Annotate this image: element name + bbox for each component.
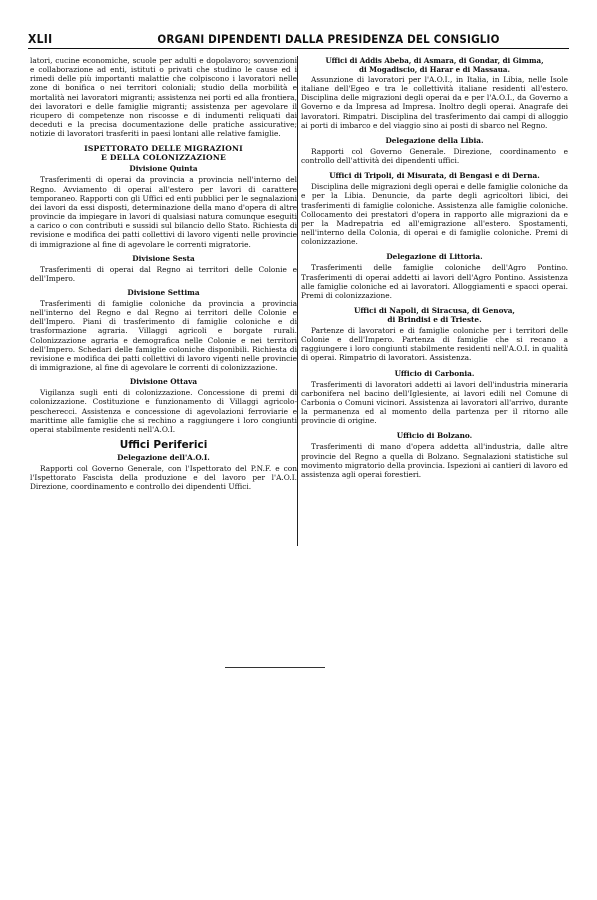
ufficio-bolzano-text: Trasferimenti di mano d'opera addetta all'industria, dalle altre provincie del Regno a quella di Bolzano. Segnalazioni statistiche sul movimento migratorio della provincia. Ispezioni ai cantieri di lavoro ed assistenza agli operai forestieri. <box>301 442 568 479</box>
divisione-sesta-heading: Divisione Sesta <box>132 253 195 263</box>
divisione-settima-text: Trasferimenti di famiglie coloniche da provincia a provincia nell'interno del Regno e dal Regno ai territori delle Colonie e dell'Impero. Piani di trasferimento di famiglie coloniche e di trasformazione agraria. Villaggi agricoli e borgate rurali. Colonizzazione agraria e demografica nelle Colonie e nei territori dell'Impero. Schedari delle famiglie coloniche disponibili. Richiesta di revisione e modifica dei patti collettivi di lavoro vigenti nelle provincie di immigrazione, al fine di agevolare le correnti di colonizzazione. <box>30 298 297 373</box>
left-column <box>30 56 297 491</box>
page-number: XLII <box>28 32 53 46</box>
uffici-periferici-heading: Uffici Periferici <box>119 439 208 451</box>
divisione-settima-heading: Divisione Settima <box>127 287 200 297</box>
delegazione-littoria-heading: Delegazione di Littoria. <box>386 252 483 262</box>
ispettorato-heading-line1: ISPETTORATO DELLE MIGRAZIONI <box>84 144 243 154</box>
right-column <box>301 56 568 479</box>
running-title: ORGANI DIPENDENTI DALLA PRESIDENZA DEL CONSIGLIO <box>157 32 500 46</box>
delegazione-aoi-heading: Delegazione dell'A.O.I. <box>117 453 210 462</box>
delegazione-aoi-text: Rapporti col Governo Generale, con l'Ispettorato del P.N.F. e con l'Ispettorato Fascista della produzione e del lavoro per l'A.O.I. Direzione, coordinamento e controllo dei dipendenti Uffici. <box>30 464 297 492</box>
column-divider <box>297 56 298 546</box>
divisione-sesta-text: Trasferimenti di operai dal Regno ai territori delle Colonie e dell'Impero. <box>30 264 297 283</box>
delegazione-libia-heading: Delegazione della Libia. <box>385 135 484 145</box>
page-header <box>28 30 569 52</box>
ispettorato-heading <box>30 144 297 162</box>
ufficio-bolzano-heading: Ufficio di Bolzano. <box>396 431 473 441</box>
ispettorato-heading-line2: E DELLA COLONIZZAZIONE <box>101 153 226 163</box>
ufficio-carbonia-text: Trasferimenti di lavoratori addetti ai lavori dell'industria mineraria carbonifera nel bacino dell'Iglesiente, ai lavori edili nel Comune di Carbonia o Comuni vicinori. Assistenza ai lavoratori all'arrivo, durante la permanenza ed al momento della partenza per il ritorno alle provincie di origine. <box>301 379 568 426</box>
divisione-ottava-text: Vigilanza sugli enti di colonizzazione. Concessione di premi di colonizzazione. Costituzione e funzionamento di Villaggi agricolo-pescherecci. Assistenza e concessione di agevolazioni ferroviarie e marittime alle famiglie che si rechino a raggiungere i loro congiunti operai stabilmente residenti nell'A.O.I. <box>30 388 297 434</box>
divisione-quinta-heading: Divisione Quinta <box>129 164 198 174</box>
intro-paragraph: latori, cucine economiche, scuole per adulti e dopolavoro; sovvenzioni e collaborazione ad enti, istituti o privati che studino le cause ed i rimedi delle più importanti malattie che colpiscono i lavoratori nelle zone di bonifica o nei territori coloniali; studio della morbilità e mortalità nei lavoratori migranti; assistenza nei porti ed alla frontiera, dei lavoratori e delle famiglie migranti; assistenza per agevolare il ricupero di competenze non riscosse e di indumenti reliquati dai deceduti e la precisa documentazione delle pratiche assicurative; notizie di lavoratori trasferiti in paesi lontani alle relative famiglie. <box>30 56 297 139</box>
uffici-tripoli-text: Disciplina delle migrazioni degli operai e delle famiglie coloniche da e per la Libia. Denuncie, da parte degli agricoltori libici, dei trasferimenti di famiglie coloniche. Assistenza alle famiglie coloniche. Collocamento dei prestatori d'opera in rapporto alle migrazioni da e per la Madrepatria ed all'emigrazione all'estero. Spostamenti, nell'interno della Colonia, di operai e di famiglie coloniche. Premi di colonizzazione. <box>301 182 568 247</box>
delegazione-libia-text: Rapporti col Governo Generale. Direzione, coordinamento e controllo dell'attività dei dipendenti uffici. <box>301 146 568 166</box>
uffici-addis-heading-line2: di Mogadiscio, di Harar e di Massaua. <box>359 65 510 74</box>
uffici-napoli-heading-line1: Uffici di Napoli, di Siracusa, di Genova, <box>354 305 515 315</box>
ufficio-carbonia-heading: Ufficio di Carbonia. <box>394 368 475 378</box>
delegazione-littoria-text: Trasferimenti delle famiglie coloniche dell'Agro Pontino. Trasferimenti di operai addetti ai lavori dell'Agro Pontino. Assistenza alle famiglie coloniche ed ai lavoratori. Alloggiamenti e spacci operai. Premi di colonizzazione. <box>301 263 568 300</box>
uffici-napoli-text: Partenze di lavoratori e di famiglie coloniche per i territori delle Colonie e dell'Impero. Partenza di famiglie che si recano a raggiungere i loro congiunti stabilmente residenti nell'A.O.I. in qualità di operai. Rimpatrio di lavoratori. Assistenza. <box>301 325 568 363</box>
uffici-tripoli-heading: Uffici di Tripoli, di Misurata, di Bengasi e di Derna. <box>329 171 540 181</box>
uffici-addis-text: Assunzione di lavoratori per l'A.O.I., in Italia, in Libia, nelle Isole italiane dell'Egeo e tra le collettività italiane residenti all'estero. Disciplina delle migrazioni degli operai da e per l'A.O.I., da Governo a Governo e da Impresa ad Impresa. Inoltro degli operai. Anagrafe dei lavoratori. Rimpatri. Disciplina del trasferimento dai campi di alloggio ai porti di imbarco e del viaggio sino ai posti di sbarco nel Regno. <box>301 75 568 130</box>
header-rule <box>28 48 569 49</box>
divisione-quinta-text: Trasferimenti di operai da provincia a provincia nell'interno del Regno. Avviamento di operai all'estero per lavori di carattere temporaneo. Rapporti con gli Uffici ed enti pubblici per le segnalazioni dei lavori da essi disposti, determinazione della mano d'opera di altre provincie da impiegare in lavori di qualsiasi natura comunque eseguiti a carico o con contributi e sussidi sul bilancio dello Stato. Richiesta di revisione e modifica dei patti collettivi di lavoro vigenti nelle provincie di immigrazione al fine di agevolare le correnti migratorie. <box>30 175 297 249</box>
uffici-addis-heading <box>301 56 568 74</box>
uffici-addis-heading-line1: Uffici di Addis Abeba, di Asmara, di Gondar, di Gimma, <box>325 56 544 65</box>
divisione-ottava-heading: Divisione Ottava <box>129 377 198 387</box>
uffici-napoli-heading-line2: di Brindisi e di Trieste. <box>387 314 482 324</box>
uffici-napoli-heading <box>301 306 568 324</box>
end-rule <box>225 667 325 668</box>
